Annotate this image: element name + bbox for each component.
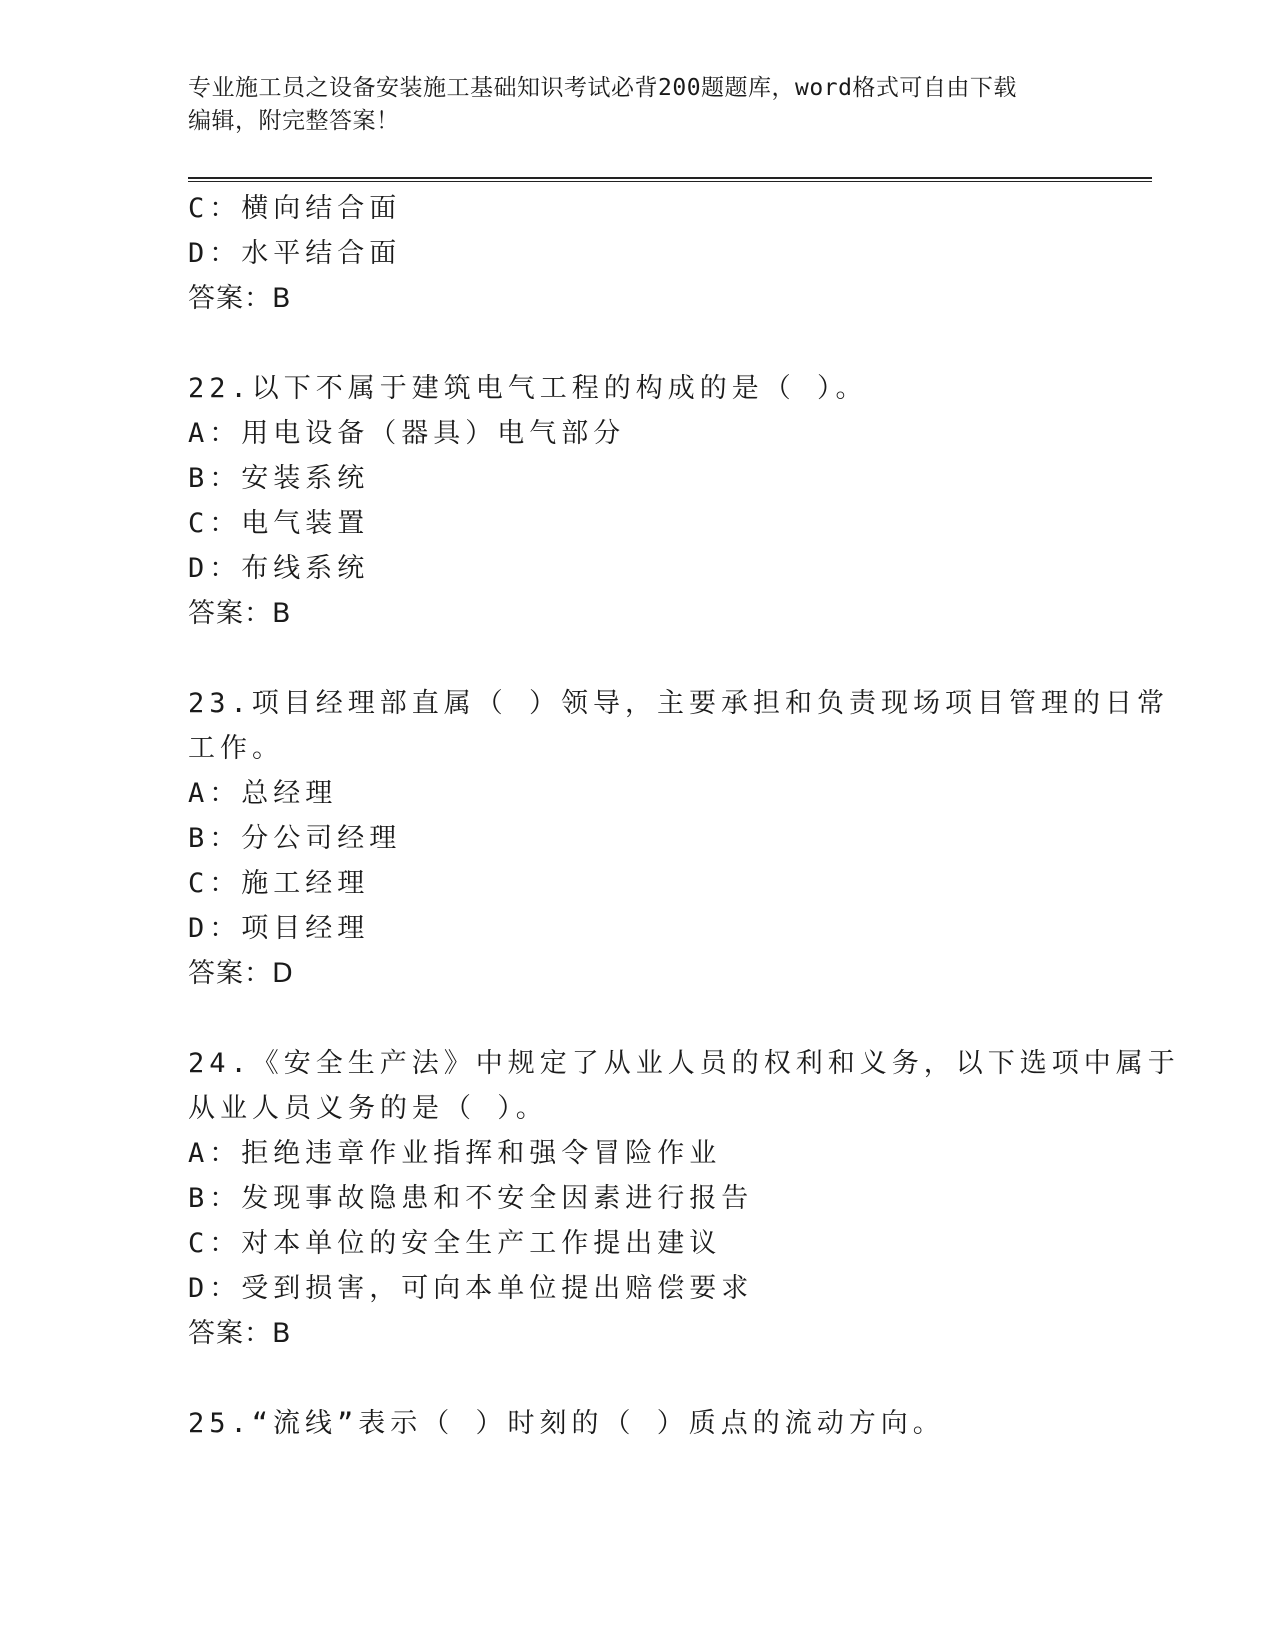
question-stem: 23.项目经理部直属（ ）领导，主要承担和负责现场项目管理的日常 — [188, 688, 1170, 719]
question-stem: 24.《安全生产法》中规定了从业人员的权利和义务，以下选项中属于 — [188, 1048, 1180, 1079]
option-a: A：总经理 — [188, 778, 338, 809]
question-stem-continued: 从业人员义务的是（ ）。 — [188, 1093, 548, 1124]
answer: 答案：B — [188, 1318, 292, 1349]
option-a: A：拒绝违章作业指挥和强令冒险作业 — [188, 1138, 722, 1169]
option-b: B：分公司经理 — [188, 823, 402, 854]
option-c: C：施工经理 — [188, 868, 370, 899]
option-c: C：对本单位的安全生产工作提出建议 — [188, 1228, 722, 1259]
option-b: B：发现事故隐患和不安全因素进行报告 — [188, 1183, 754, 1214]
option-d: D：水平结合面 — [188, 238, 402, 269]
option-c: C：横向结合面 — [188, 193, 402, 224]
answer: 答案：B — [188, 283, 292, 314]
option-b: B：安装系统 — [188, 463, 370, 494]
header-title-line-1: 专业施工员之设备安装施工基础知识考试必背200题题库，word格式可自由下载 — [188, 75, 1017, 101]
answer: 答案：D — [188, 958, 294, 989]
option-a: A：用电设备（器具）电气部分 — [188, 418, 626, 449]
option-d: D：受到损害，可向本单位提出赔偿要求 — [188, 1273, 754, 1304]
option-d: D：布线系统 — [188, 553, 370, 584]
header-divider — [188, 177, 1152, 182]
question-stem: 25.“流线”表示（ ）时刻的（ ）质点的流动方向。 — [188, 1408, 945, 1439]
option-c: C：电气装置 — [188, 508, 370, 539]
question-stem: 22.以下不属于建筑电气工程的构成的是（ ）。 — [188, 373, 868, 404]
answer: 答案：B — [188, 598, 292, 629]
question-stem-continued: 工作。 — [188, 733, 284, 764]
header-title-line-2: 编辑，附完整答案！ — [188, 108, 400, 134]
document-header — [188, 72, 1088, 138]
option-d: D：项目经理 — [188, 913, 370, 944]
